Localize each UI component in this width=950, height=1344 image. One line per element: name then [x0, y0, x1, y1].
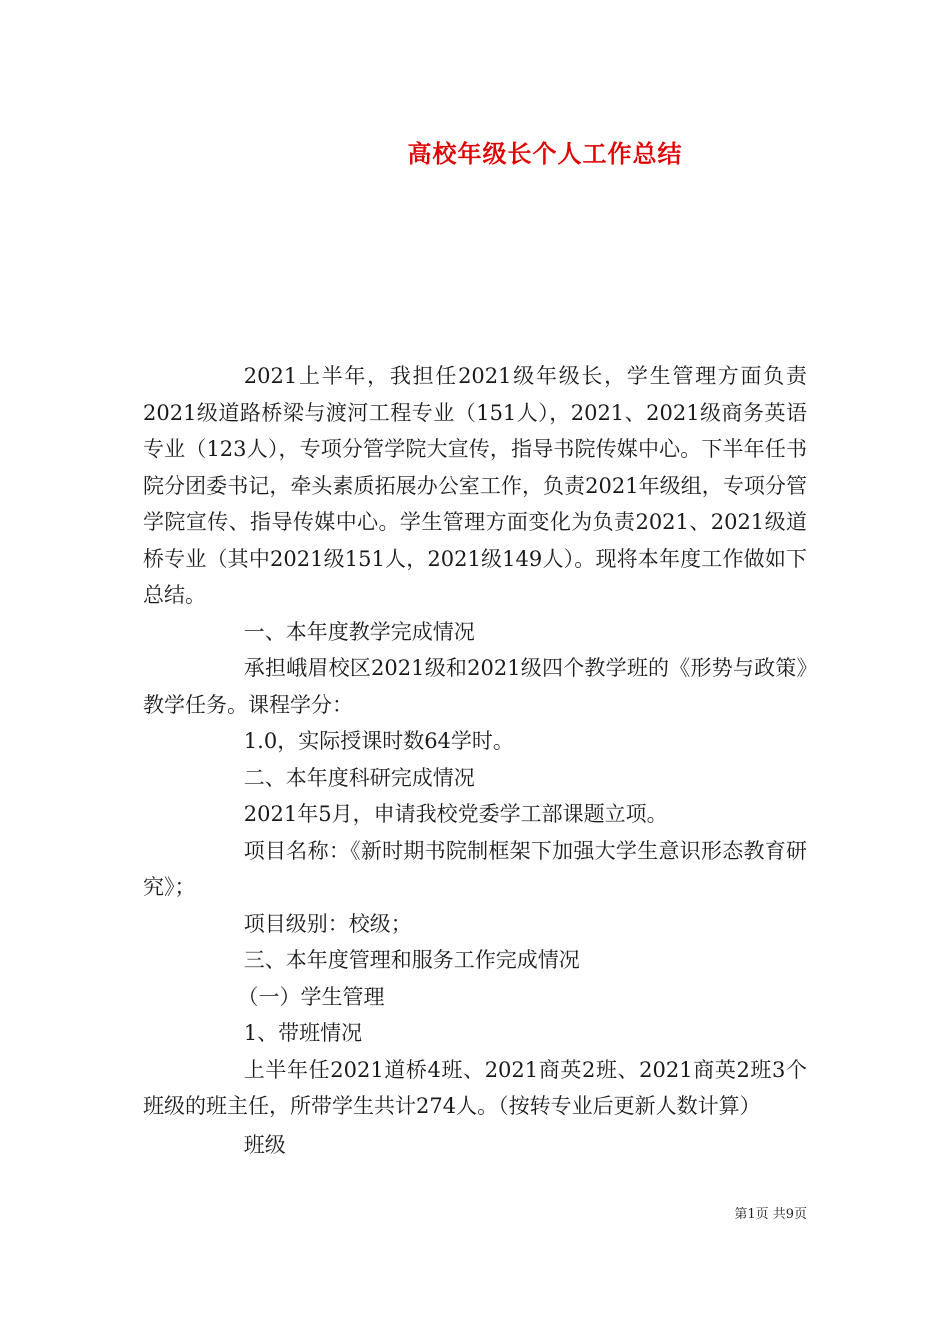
paragraph-research-date: 2021年5月，申请我校党委学工部课题立项。	[243, 802, 668, 826]
paragraph-intro: 2021上半年，我担任2021级年级长，学生管理方面负责2021级道路桥梁与渡河工程专业（151人），2021、2021级商务英语专业（123人），专项分管学院大宣传，指导书院传媒中心。下半年任书院分团委书记，牵头素质拓展办公室工作，负责2021年级组，专项分管学院宣传、指导传媒中心。学生管理方面变化为负责2021、2021级道桥专业（其中2021级151人，2021级149人）。现将本年度工作做如下总结。	[143, 364, 807, 607]
document-title: 高校年级长个人工作总结	[407, 139, 683, 168]
page-indicator: 第1页 共9页	[734, 1207, 807, 1222]
section-heading-management: 三、本年度管理和服务工作完成情况	[243, 948, 580, 972]
paragraph-project-name: 项目名称：《新时期书院制框架下加强大学生意识形态教育研究》；	[143, 838, 807, 899]
section-heading-teaching: 一、本年度教学完成情况	[243, 619, 475, 644]
subsection-heading-class-situation: 1、带班情况	[243, 1021, 363, 1045]
paragraph-class-label: 班级	[243, 1132, 286, 1157]
subsection-heading-student-management: （一）学生管理	[237, 984, 385, 1009]
paragraph-teaching-task: 承担峨眉校区2021级和2021级四个教学班的《形势与政策》教学任务。课程学分：	[143, 656, 807, 717]
paragraph-class-teacher: 上半年任2021道桥4班、2021商英2班、2021商英2班3个班级的班主任，所带学生共计274人。（按转专业后更新人数计算）	[143, 1057, 807, 1118]
document-body	[143, 358, 807, 1163]
section-heading-research: 二、本年度科研完成情况	[243, 765, 475, 790]
paragraph-project-level: 项目级别：校级；	[243, 911, 412, 936]
paragraph-teaching-hours: 1.0，实际授课时数64学时。	[243, 729, 514, 753]
